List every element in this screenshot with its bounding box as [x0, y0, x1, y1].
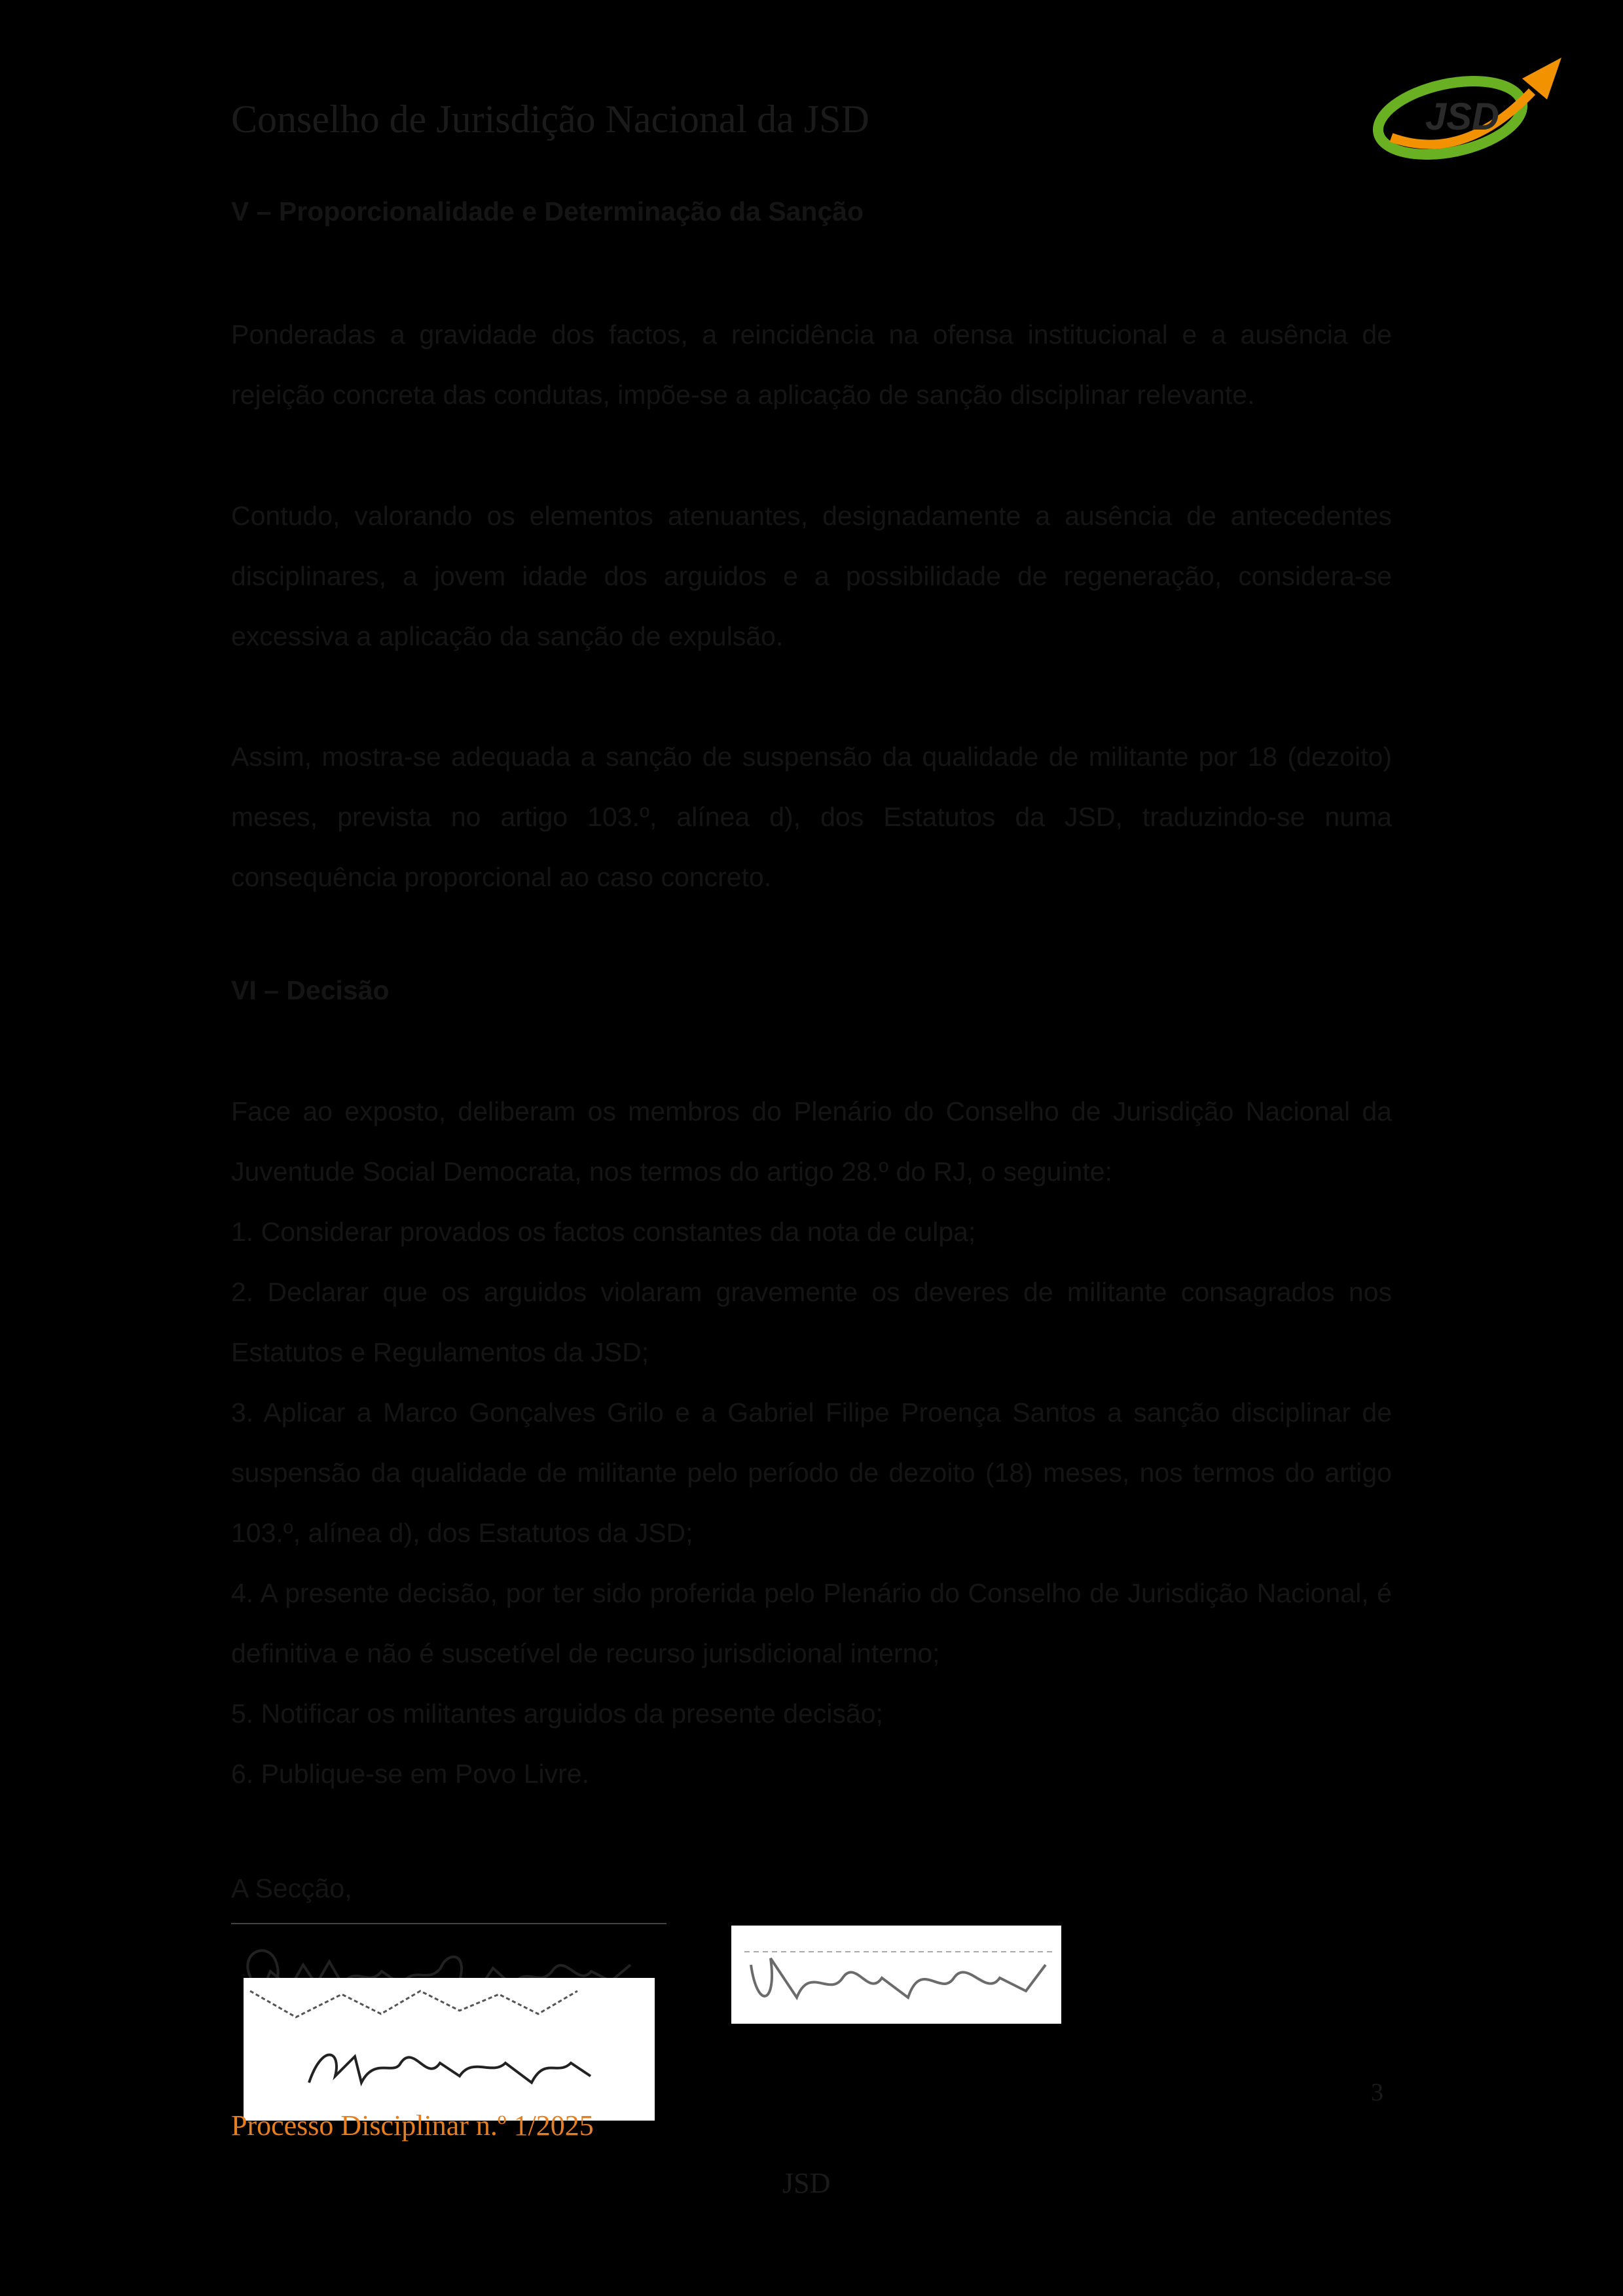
footer-process-number: Processo Disciplinar n.º 1/2025: [231, 2109, 594, 2142]
section-v-paragraph-1: Ponderadas a gravidade dos factos, a reincidência na ofensa institucional e a ausência de rejeição concreta das condutas, impõe-se a aplicação de sanção disciplinar relevante.: [231, 319, 1392, 410]
page-number: 3: [1371, 2079, 1383, 2106]
document-header-title: Conselho de Jurisdição Nacional da JSD: [231, 98, 869, 141]
footer-org: JSD: [782, 2167, 831, 2199]
decision-item-2: 2. Declarar que os arguidos violaram gravemente os deveres de militante consagrados nos Estatutos e Regulamentos da JSD;: [231, 1277, 1392, 1367]
signature-image-3: [731, 1926, 1061, 2024]
section-v-heading: V – Proporcionalidade e Determinação da Sanção: [231, 196, 864, 226]
jsd-logo-icon: [1365, 52, 1568, 167]
decision-item-4: 4. A presente decisão, por ter sido proferida pelo Plenário do Conselho de Jurisdição Nacional, é definitiva e não é suscetível de recurso jurisdicional interno;: [231, 1578, 1392, 1668]
decision-item-3: 3. Aplicar a Marco Gonçalves Grilo e a Gabriel Filipe Proença Santos a sanção disciplinar de suspensão da qualidade de militante pelo período de dezoito (18) meses, nos termos do artigo 103.º, alínea d), dos Estatutos da JSD;: [231, 1397, 1392, 1548]
section-vi-intro: Face ao exposto, deliberam os membros do Plenário do Conselho de Jurisdição Nacional da Juventude Social Democrata, nos termos do artigo 28.º do RJ, o seguinte:: [231, 1096, 1392, 1187]
decision-item-6: 6. Publique-se em Povo Livre.: [231, 1759, 589, 1789]
decision-item-5: 5. Notificar os militantes arguidos da presente decisão;: [231, 1698, 883, 1729]
jsd-logo: [1365, 52, 1568, 167]
signature-label: A Secção,: [231, 1873, 352, 1903]
section-v-paragraph-3: Assim, mostra-se adequada a sanção de suspensão da qualidade de militante por 18 (dezoito) meses, prevista no artigo 103.º, alínea d), dos Estatutos da JSD, traduzindo-se numa consequência proporcional ao caso concreto.: [231, 742, 1392, 892]
signature-image-2: [244, 1978, 655, 2121]
section-vi-heading: VI – Decisão: [231, 975, 390, 1005]
decision-item-1: 1. Considerar provados os factos constantes da nota de culpa;: [231, 1217, 976, 1247]
section-v-paragraph-2: Contudo, valorando os elementos atenuantes, designadamente a ausência de antecedentes disciplinares, a jovem idade dos arguidos e a possibilidade de regeneração, considera-se excessiva a aplicação da sanção de expulsão.: [231, 501, 1392, 651]
signature-line: [231, 1923, 666, 1924]
logo-text: JSD: [1425, 96, 1499, 138]
